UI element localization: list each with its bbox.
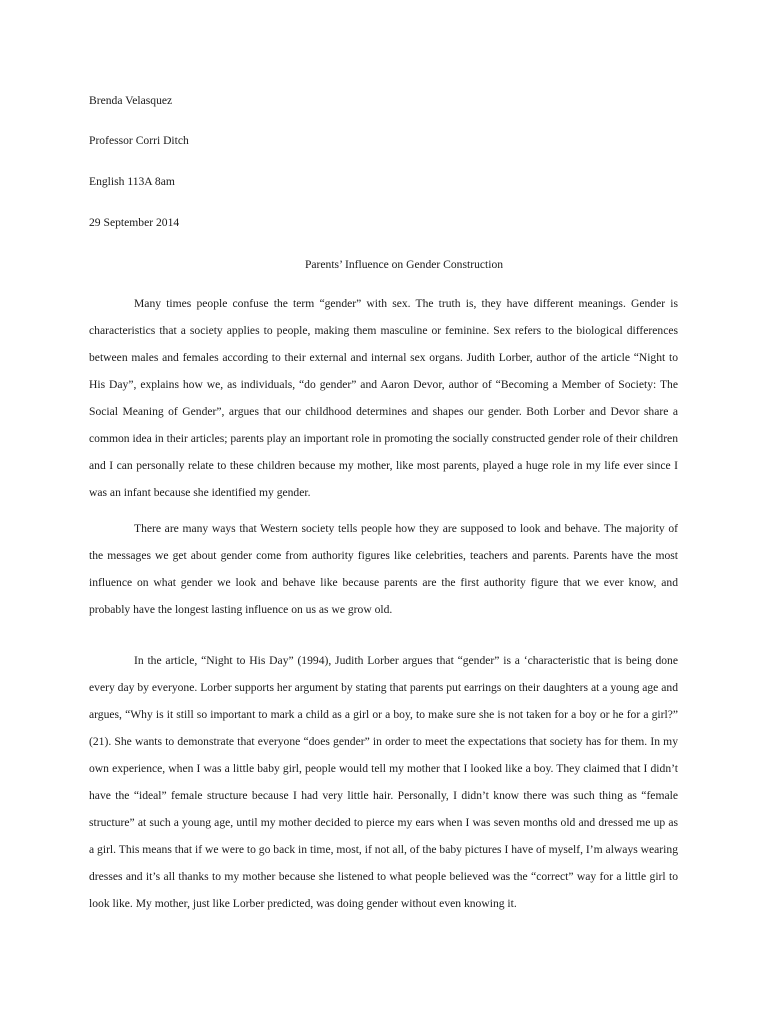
paragraph-3: In the article, “Night to His Day” (1994), Judith Lorber argues that “gender” is a ‘characteristic that is being done every day by everyone. Lorber supports her argument by stating that parents put earrings on their daughters at a young age and argues, “Why is it still so important to mark a child as a girl or a boy, to make sure she is not taken for a boy or he for a girl?” (21). She wants to demonstrate that everyone “does gender” in order to meet the expectations that society has for them. In my own experience, when I was a little baby girl, people would tell my mother that I looked like a boy. They claimed that I didn’t have the “ideal” female structure because I had very little hair. Personally, I didn’t know there was such thing as “female structure” at such a young age, until my mother decided to pierce my ears when I was seven months old and dressed me up as a girl. This means that if we were to go back in time, most, if not all, of the baby pictures I have of myself, I’m always wearing dresses and it’s all thanks to my mother because she listened to what people believed was the “correct” way for a little girl to look like. My mother, just like Lorber predicted, was doing gender without even knowing it. xyxy=(89,654,678,910)
paragraph-2: There are many ways that Western society tells people how they are supposed to look and behave. The majority of the messages we get about gender come from authority figures like celebrities, teachers and parents. Parents have the most influence on what gender we look and behave like because parents are the first authority figure that we ever know, and probably have the longest lasting influence on us as we grow old. xyxy=(89,522,678,616)
student-name: Brenda Velasquez xyxy=(89,94,173,107)
date: 29 September 2014 xyxy=(89,216,180,229)
professor-name: Professor Corri Ditch xyxy=(89,134,189,147)
essay-title: Parents’ Influence on Gender Construction xyxy=(304,258,504,271)
course-name: English 113A 8am xyxy=(89,175,175,188)
paragraph-1: Many times people confuse the term “gender” with sex. The truth is, they have different meanings. Gender is characteristics that a society applies to people, making them masculine or feminine. Sex refers to the biological differences between males and females according to their external and internal sex organs. Judith Lorber, author of the article “Night to His Day”, explains how we, as individuals, “do gender” and Aaron Devor, author of “Becoming a Member of Society: The Social Meaning of Gender”, argues that our childhood determines and shapes our gender. Both Lorber and Devor share a common idea in their articles; parents play an important role in promoting the socially constructed gender role of their children and I can personally relate to these children because my mother, like most parents, played a huge role in my life ever since I was an infant because she identified my gender. xyxy=(89,297,678,499)
